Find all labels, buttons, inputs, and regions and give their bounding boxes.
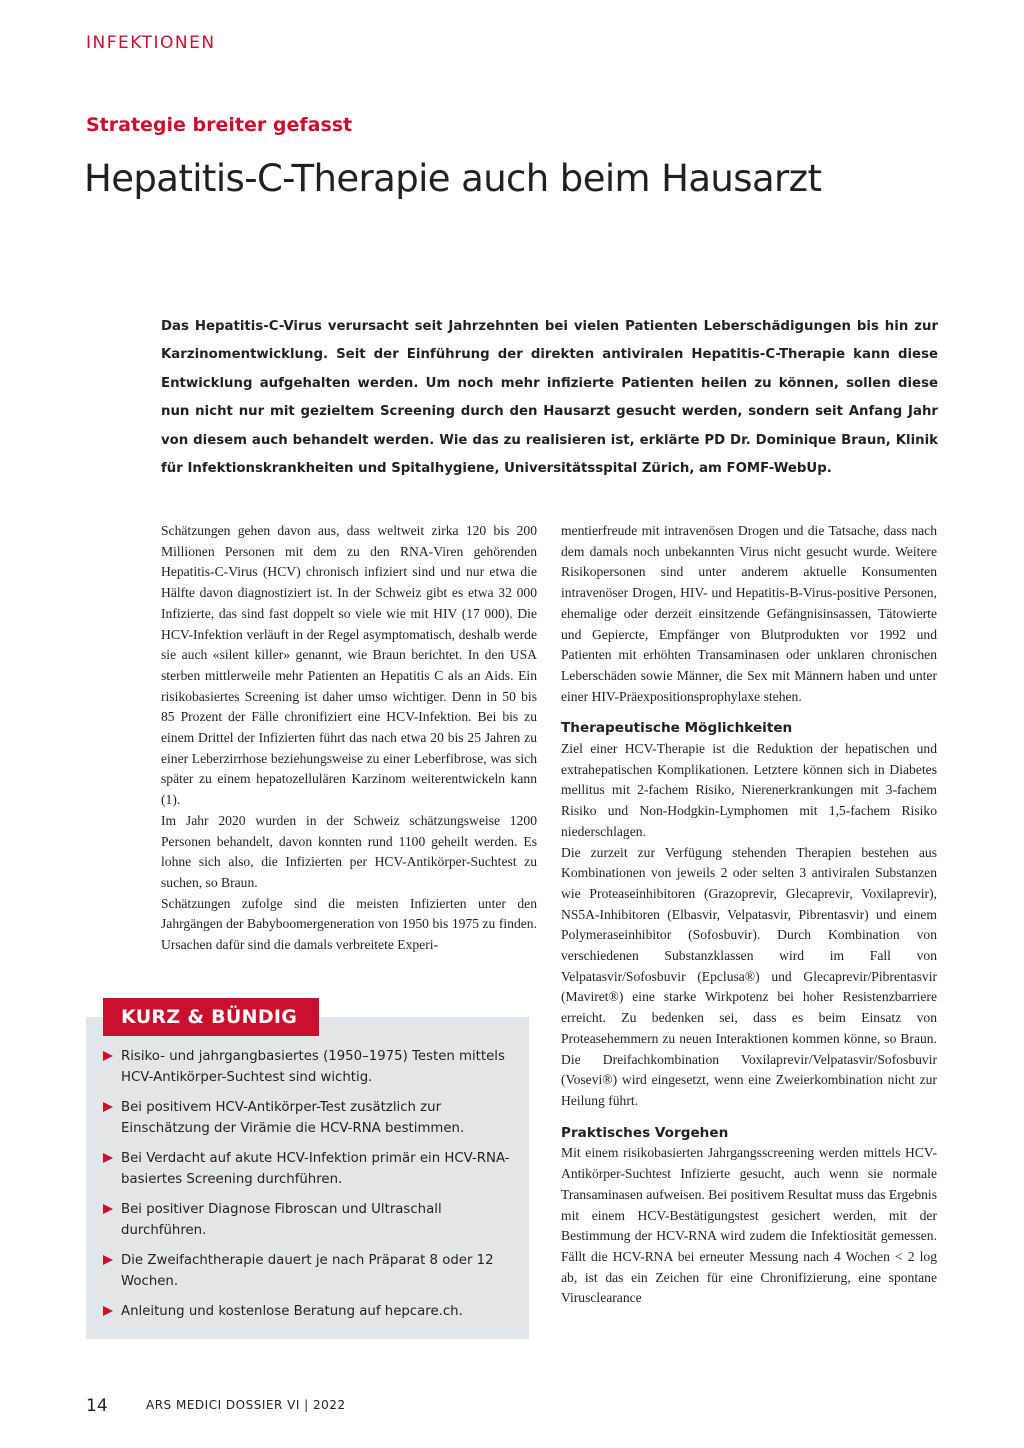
summary-item-text: Risiko- und jahrgangbasiertes (1950–1975) Testen mittels HCV-Antikörper-Suchtest sind wichtig. (121, 1049, 505, 1085)
summary-list (103, 1046, 519, 1331)
body-column-left (161, 521, 537, 956)
body-paragraph: mentierfreude mit intravenösen Drogen und die Tatsache, dass nach dem damals noch unbekannten Virus nicht gesucht wurde. Weitere Risikopersonen sind unter anderem aktuelle Konsumenten intravenöser Drogen, HIV- und Hepatitis-B-Virus-positive Personen, ehemalige oder derzeit einsitzende Gefängnisinsassen, Tätowierte und Gepiercte, Empfänger von Blutprodukten vor 1992 und Patienten mit erhöhten Transaminasen oder unklaren chronischen Leberschäden sowie Männer, die Sex mit Männern haben und unter einer HIV-Präexpositionsprophylaxe stehen. (561, 523, 937, 704)
body-paragraph: Im Jahr 2020 wurden in der Schweiz schätzungsweise 1200 Personen behandelt, davon konnten rund 1100 geheilt werden. Es lohne sich also, die Infizierten per HCV-Antikörper-Suchtest zu suchen, so Braun. (161, 812, 537, 890)
summary-item (103, 1250, 519, 1292)
publication-footer: ARS MEDICI DOSSIER VI | 2022 (146, 1398, 346, 1412)
triangle-bullet-icon (103, 1306, 113, 1316)
body-paragraph: Ziel einer HCV-Therapie ist die Reduktion der hepatischen und extrahepatischen Komplikationen. Letztere können sich in Diabetes mellitus mit 2-fachem Risiko, Nierenerkrankungen mit 3-fachem Risiko und Non-Hodgkin-Lymphomen mit 1,5-fachem Risiko niederschlagen. (561, 741, 937, 839)
subheading-practice: Praktisches Vorgehen (561, 1124, 729, 1141)
body-paragraph: Schätzungen zufolge sind die meisten Infizierten unter den Jahrgängen der Babyboomergeneration von 1950 bis 1975 zu finden. Ursachen dafür sind die damals verbreitete Experi- (161, 895, 537, 953)
summary-item-text: Anleitung und kostenlose Beratung auf hepcare.ch. (121, 1304, 463, 1319)
summary-item-text: Bei positivem HCV-Antikörper-Test zusätzlich zur Einschätzung der Virämie die HCV-RNA bestimmen. (121, 1100, 465, 1136)
section-label: INFEKTIONEN (86, 33, 216, 53)
body-paragraph: Schätzungen gehen davon aus, dass weltweit zirka 120 bis 200 Millionen Personen mit dem zu den RNA-Viren gehörenden Hepatitis-C-Virus (HCV) chronisch infiziert sind und nur etwa die Hälfte davon diagnostiziert ist. In der Schweiz gibt es etwa 32 000 Infizierte, das sind fast doppelt so viele wie mit HIV (17 000). Die HCV-Infektion verläuft in der Regel asymptomatisch, deshalb werde sie auch «silent killer» genannt, wie Braun berichtet. In den USA sterben mittlerweile mehr Patienten an Hepatitis C als an Aids. Ein risikobasiertes Screening ist daher umso wichtiger. Denn in 50 bis 85 Prozent der Fälle chronifiziert eine HCV-Infektion. Bei bis zu einem Drittel der Infizierten führt das nach etwa 20 bis 25 Jahren zu einer Leberzirrhose beziehungsweise zu einer Leberfibrose, was sich später zu einem hepatozellulären Karzinom weiterentwickeln kann (1). (161, 523, 537, 808)
page-number: 14 (86, 1396, 108, 1416)
summary-item (103, 1046, 519, 1088)
summary-item (103, 1097, 519, 1139)
triangle-bullet-icon (103, 1102, 113, 1112)
triangle-bullet-icon (103, 1153, 113, 1163)
summary-item-text: Bei Verdacht auf akute HCV-Infektion primär ein HCV-RNA-basiertes Screening durchführen. (121, 1151, 510, 1187)
body-column-right (561, 521, 937, 1309)
summary-box-title: KURZ & BÜNDIG (103, 998, 319, 1036)
article-kicker: Strategie breiter gefasst (86, 114, 353, 136)
subheading-therapy: Therapeutische Möglichkeiten (561, 720, 793, 737)
summary-item-text: Bei positiver Diagnose Fibroscan und Ultraschall durchführen. (121, 1202, 442, 1238)
triangle-bullet-icon (103, 1204, 113, 1214)
triangle-bullet-icon (103, 1051, 113, 1061)
triangle-bullet-icon (103, 1255, 113, 1265)
summary-item (103, 1148, 519, 1190)
summary-item (103, 1301, 519, 1322)
summary-item-text: Die Zweifachtherapie dauert je nach Präparat 8 oder 12 Wochen. (121, 1253, 494, 1289)
article-title: Hepatitis-C-Therapie auch beim Hausarzt (84, 157, 822, 200)
body-paragraph: Die zurzeit zur Verfügung stehenden Therapien bestehen aus Kombinationen von jeweils 2 oder selten 3 antiviralen Substanzen wie Proteaseinhibitoren (Grazoprevir, Glecaprevir, Voxilaprevir), NS5A-Inhibitoren (Elbasvir, Velpatasvir, Pibrentasvir) und einem Polymeraseinhibitor (Sofosbuvir). Durch Kombination von verschiedenen Substanzklassen wird im Fall von Velpatasvir/Sofosbuvir (Epclusa®) und Glecaprevir/Pibrentasvir (Maviret®) eine starke Wirkpotenz bei hoher Resistenzbarriere erreicht. Zu bedenken sei, dass es beim Einsatz von Proteasehemmern zu neuen Interaktionen kommen könne, so Braun. Die Dreifachkombination Voxilaprevir/Velpatasvir/Sofosbuvir (Vosevi®) wird eingesetzt, wenn eine Zweierkombination nicht zur Heilung führt. (561, 844, 937, 1108)
body-paragraph: Mit einem risikobasierten Jahrgangsscreening werden mittels HCV-Antikörper-Suchtest Infizierte gesucht, auch wenn sie normale Transaminasen aufweisen. Bei positivem Resultat muss das Ergebnis mit einem HCV-Bestätigungstest gesichert werden, mit der Bestimmung der HCV-RNA wird zudem die Infektiosität gemessen. Fällt die HCV-RNA bei erneuter Messung nach 4 Wochen < 2 log ab, ist das ein Zeichen für eine Chronifizierung, eine spontane Virusclearance (561, 1145, 937, 1306)
article-lead: Das Hepatitis-C-Virus verursacht seit Jahrzehnten bei vielen Patienten Leberschädigungen bis hin zur Karzinomentwicklung. Seit der Einführung der direkten antiviralen Hepatitis-C-Therapie kann diese Entwicklung aufgehalten werden. Um noch mehr infizierte Patienten heilen zu können, sollen diese nun nicht nur mit gezieltem Screening durch den Hausarzt gesucht werden, sondern seit Anfang Jahr von diesem auch behandelt werden. Wie das zu realisieren ist, erklärte PD Dr. Dominique Braun, Klinik für Infektionskrankheiten und Spitalhygiene, Universitätsspital Zürich, am FOMF-WebUp. (161, 319, 938, 477)
summary-item (103, 1199, 519, 1241)
